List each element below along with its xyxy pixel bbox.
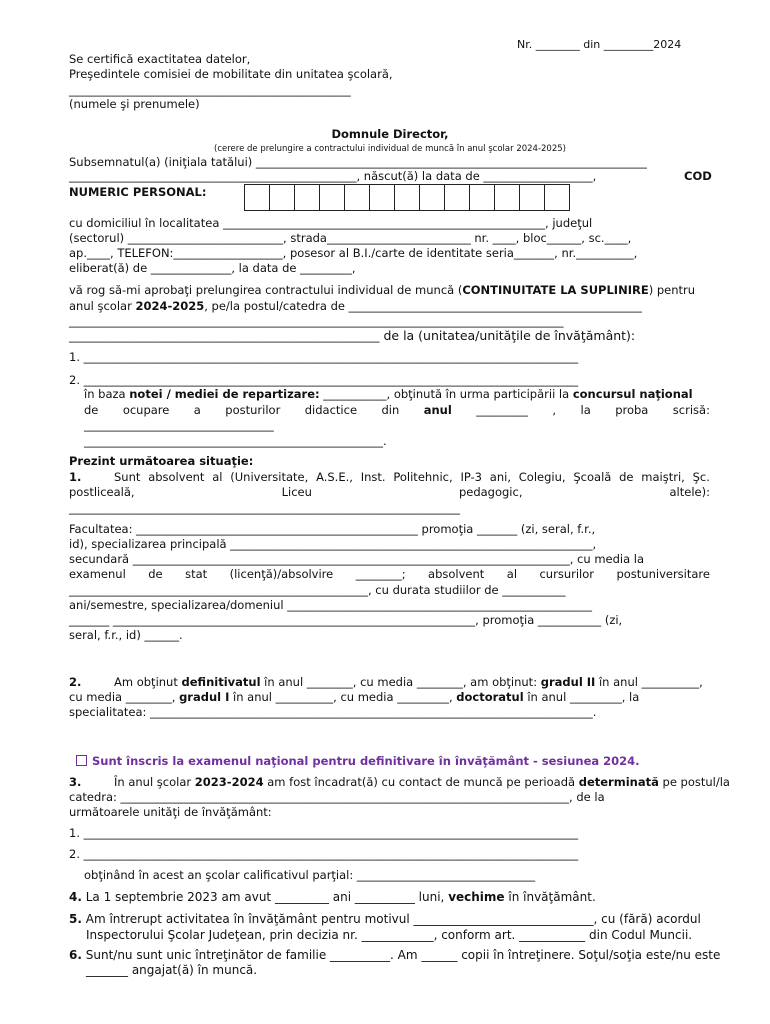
situation-word: Colegiu, xyxy=(518,470,566,484)
partial-rating-line[interactable]: obţinând în acest an şcolar calificativul parţial: _______________________________ xyxy=(84,868,536,882)
degrees-line-3[interactable]: specialitatea: _____________________________________________________________________________. xyxy=(69,705,597,719)
situation-word: A.S.E., xyxy=(316,470,353,484)
promotion-line[interactable]: _______ _______________________________________________________________, promoţia ___________ (zi, xyxy=(69,613,623,627)
section-3-line-1: În anul şcolar 2023-2024 am fost încadrat(ă) cu contact de muncă pe perioadă determinată pe postul/la xyxy=(114,775,730,789)
form-line[interactable]: seral, f.r., id) ______. xyxy=(69,628,183,642)
president-signature-line[interactable]: _________________________________________________ xyxy=(69,83,351,97)
situation-heading: Prezint următoarea situaţie: xyxy=(69,454,254,468)
page-title: Domnule Director, xyxy=(331,127,449,141)
street-line[interactable]: (sectorul) ___________________________, strada_________________________ nr. ____, bloc______, sc.____, xyxy=(69,231,632,245)
cnp-digit-box[interactable] xyxy=(394,184,420,211)
checkbox[interactable] xyxy=(76,755,87,766)
basis-word: a xyxy=(193,403,201,417)
address-line[interactable]: cu domiciliul în localitatea ________________________________________________________, judeţul xyxy=(69,216,593,230)
name-label: (numele şi prenumele) xyxy=(69,97,200,111)
exam-option[interactable]: Sunt înscris la examenul naţional pentru definitivare în învăţământ - sesiunea 2024. xyxy=(76,754,640,768)
exam-word: ________; xyxy=(355,567,406,581)
exam-word: absolvent xyxy=(428,567,485,581)
identity-birth-line[interactable]: __________________________________________________, născut(ă) la data de ___________________, xyxy=(69,169,597,183)
cnp-label: NUMERIC PERSONAL: xyxy=(69,185,207,199)
registration-number[interactable]: Nr. ________ din _________2024 xyxy=(517,38,682,51)
basis-line-2[interactable] xyxy=(84,403,710,417)
exam-word: de xyxy=(148,567,163,581)
secondary-line[interactable]: secundară ____________________________________________________________________________, cu media la xyxy=(69,552,645,566)
section-5-line-2[interactable]: Inspectorului Şcolar Judeţean, prin decizia nr. ____________, conform art. ___________ din Codul Muncii. xyxy=(86,928,693,942)
situation-1-line-2 xyxy=(69,485,710,499)
president-text: Preşedintele comisiei de mobilitate din unitatea şcolară, xyxy=(69,67,393,81)
cnp-digit-box[interactable] xyxy=(344,184,370,211)
situation-1-line-1 xyxy=(114,470,710,484)
section-6-line-2[interactable]: _______ angajat(ă) în muncă. xyxy=(86,963,258,977)
basis-line-1[interactable]: în baza notei / mediei de repartizare: ___________, obţinută în urma participării la concursul naţional xyxy=(84,387,693,401)
basis-line-4[interactable]: ____________________________________________________. xyxy=(84,434,387,448)
cod-label: COD xyxy=(684,169,712,183)
identity-name-line[interactable]: Subsemnatul(a) (iniţiala tatălui) ____________________________________________________________________ xyxy=(69,155,647,169)
cnp-digit-box[interactable] xyxy=(519,184,545,211)
exam-line[interactable] xyxy=(69,567,710,581)
situation-word: Şcoală xyxy=(573,470,612,484)
situation-word: absolvent xyxy=(148,470,205,484)
cnp-digit-box[interactable] xyxy=(469,184,495,211)
basis-word: la xyxy=(580,403,591,417)
cnp-digit-box[interactable] xyxy=(419,184,445,211)
basis-line-3[interactable]: _________________________________ xyxy=(84,418,274,432)
basis-word: ocupare xyxy=(122,403,170,417)
cnp-digit-box[interactable] xyxy=(319,184,345,211)
exam-word: (licenţă)/absolvire xyxy=(229,567,334,581)
situation-word: postliceală, xyxy=(69,485,135,499)
basis-word: _________ xyxy=(476,403,528,417)
section-3-unit-1[interactable]: 1. ______________________________________________________________________________________ xyxy=(69,826,579,840)
cnp-digit-box[interactable] xyxy=(269,184,295,211)
cnp-digit-box[interactable] xyxy=(444,184,470,211)
certify-text: Se certifică exactitatea datelor, xyxy=(69,52,251,66)
situation-word: pedagogic, xyxy=(458,485,523,499)
cnp-boxes[interactable] xyxy=(245,184,570,211)
specialization-line[interactable]: id), specializarea principală _______________________________________________________________, xyxy=(69,537,597,551)
basis-word: didactice xyxy=(304,403,358,417)
basis-word: de xyxy=(84,403,99,417)
situation-word: Şc. xyxy=(692,470,710,484)
postgrad-line[interactable]: ____________________________________________________, cu durata studiilor de ___________ xyxy=(69,583,566,597)
domain-line[interactable]: ani/semestre, specializarea/domeniul _____________________________________________________ xyxy=(69,598,592,612)
section-6-line-1[interactable]: 6. Sunt/nu sunt unic întreţinător de familie __________. Am ______ copii în întreţinere. Soţul/soţia este/nu este xyxy=(69,948,721,962)
cnp-digit-box[interactable] xyxy=(494,184,520,211)
unit-item-2[interactable]: 2. ______________________________________________________________________________________ xyxy=(69,373,579,387)
degrees-number: 2. xyxy=(69,675,82,689)
situation-1-line-3[interactable]: ____________________________________________________________________ xyxy=(69,501,460,515)
situation-word: Sunt xyxy=(114,470,141,484)
cnp-digit-box[interactable] xyxy=(244,184,270,211)
exam-word: examenul xyxy=(69,567,126,581)
request-line-4[interactable]: ______________________________________________________ de la (unitatea/unităţile de învăţământ): xyxy=(69,328,636,343)
section-5-line-1[interactable]: 5. Am întrerupt activitatea în învăţământ pentru motivul ______________________________, cu (fără) acordul xyxy=(69,912,701,926)
situation-word: (Universitate, xyxy=(230,470,309,484)
basis-word: proba xyxy=(615,403,649,417)
situation-word: ani, xyxy=(489,470,511,484)
situation-word: Inst. xyxy=(360,470,386,484)
request-line-2[interactable]: anul şcolar 2024-2025, pe/la postul/catedra de ___________________________________________________ xyxy=(69,299,642,313)
issued-line[interactable]: eliberat(ă) de ______________, la data de _________, xyxy=(69,261,356,275)
phone-id-line[interactable]: ap.____, TELEFON:___________________, posesor al B.I./carte de identitate seria_______, nr.__________, xyxy=(69,246,638,260)
section-3-line-2[interactable]: catedra: ______________________________________________________________________________, de la xyxy=(69,790,605,804)
situation-word: Politehnic, xyxy=(393,470,453,484)
situation-word: maiştri, xyxy=(641,470,685,484)
exam-word: cursurilor xyxy=(539,567,594,581)
situation-word: al xyxy=(212,470,223,484)
basis-word: din xyxy=(381,403,400,417)
situation-word: altele): xyxy=(669,485,710,499)
basis-word: scrisă: xyxy=(672,403,710,417)
faculty-line[interactable]: Facultatea: _________________________________________________ promoţia _______ (zi, seral, f.r., xyxy=(69,522,596,536)
unit-item-1[interactable]: 1. ______________________________________________________________________________________ xyxy=(69,350,579,364)
basis-word: posturilor xyxy=(225,403,281,417)
cnp-digit-box[interactable] xyxy=(544,184,570,211)
degrees-line-2[interactable]: cu media ________, gradul I în anul __________, cu media _________, doctoratul în anul _________, la xyxy=(69,690,640,704)
page-subtitle: (cerere de prelungire a contractului individual de muncă în anul şcolar 2024-2025) xyxy=(214,144,566,154)
exam-word: stat xyxy=(185,567,208,581)
situation-word: Liceu xyxy=(281,485,312,499)
exam-word: al xyxy=(506,567,518,581)
basis-word: anul xyxy=(423,403,452,417)
section-4-line[interactable]: 4. La 1 septembrie 2023 am avut _________ ani __________ luni, vechime în învăţământ. xyxy=(69,890,596,904)
section-3-line-3: următoarele unităţi de învăţământ: xyxy=(69,805,272,819)
situation-word: de xyxy=(619,470,634,484)
section-3-number: 3. xyxy=(69,775,82,789)
situation-word: IP-3 xyxy=(460,470,482,484)
section-3-unit-2[interactable]: 2. ______________________________________________________________________________________ xyxy=(69,847,579,861)
request-line-3[interactable]: ______________________________________________________________________________________ xyxy=(69,314,564,328)
request-line-1: vă rog să-mi aprobaţi prelungirea contractului individual de muncă (CONTINUITATE LA SUPLINIRE) pentru xyxy=(69,283,696,297)
situation-1-number: 1. xyxy=(69,470,82,484)
cnp-digit-box[interactable] xyxy=(294,184,320,211)
degrees-line-1[interactable]: Am obţinut definitivatul în anul ________, cu media ________, am obţinut: gradul II în anul __________, xyxy=(114,675,703,689)
basis-word: , xyxy=(552,403,557,417)
cnp-digit-box[interactable] xyxy=(369,184,395,211)
exam-word: postuniversitare xyxy=(616,567,710,581)
